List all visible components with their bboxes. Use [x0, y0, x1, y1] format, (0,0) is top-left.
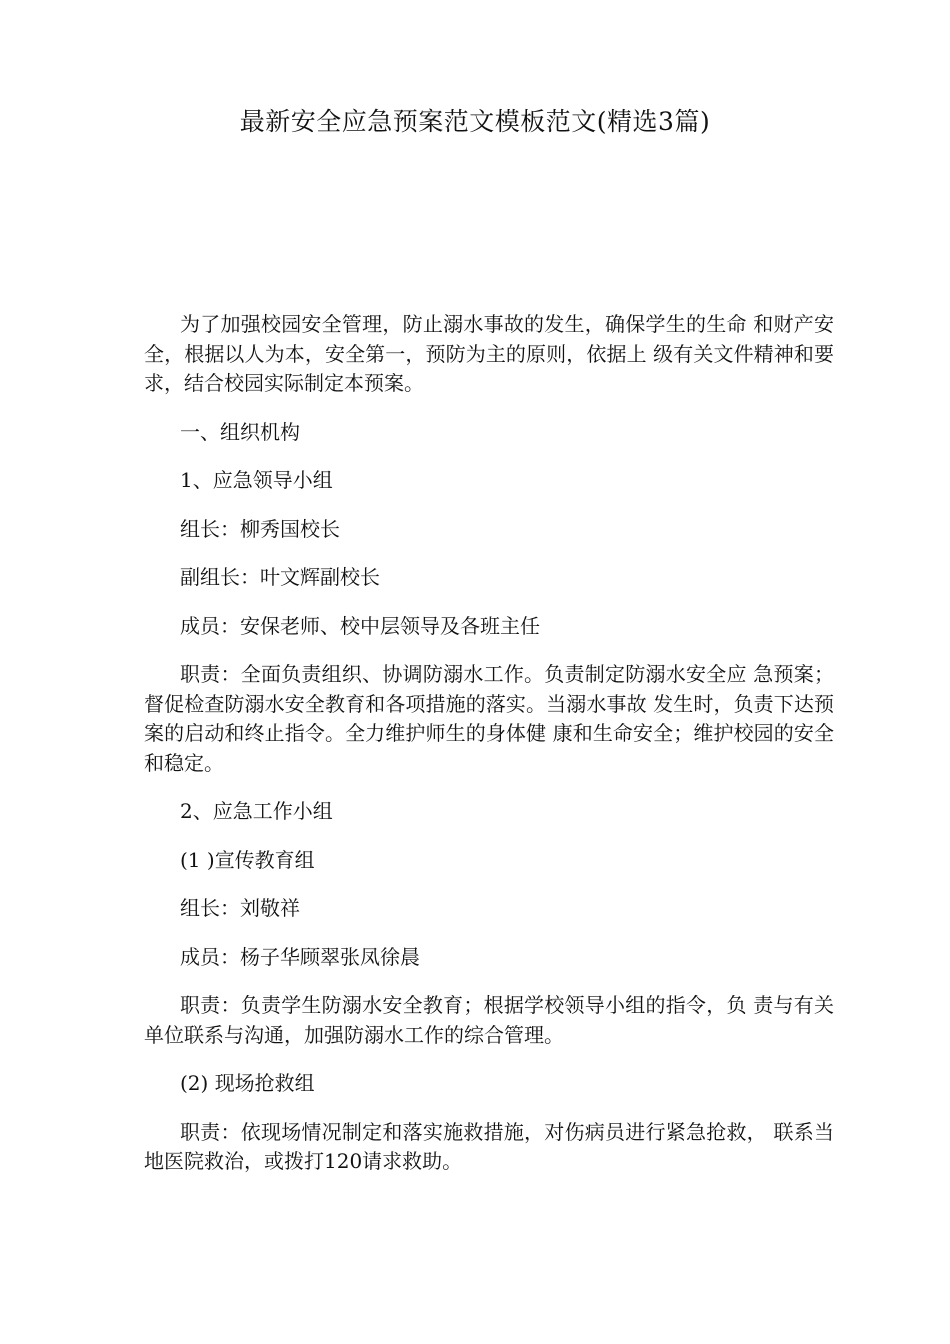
duties-paragraph-rescue: 职责：依现场情况制定和落实施救措施，对伤病员进行紧急抢救， 联系当地医院救治，或拨打120请求救助。 [144, 1119, 834, 1173]
document-body [144, 310, 834, 1196]
team-heading-publicity: (1 )宣传教育组 [180, 847, 315, 872]
document-title: 最新安全应急预案范文模板范文(精选3篇) [239, 107, 711, 136]
subsection-heading-work-group: 2、应急工作小组 [180, 799, 333, 823]
duties-paragraph-leadership: 职责：全面负责组织、协调防溺水工作。负责制定防溺水安全应 急预案；督促检查防溺水安全教育和各项措施的落实。当溺水事故 发生时，负责下达预案的启动和终止指令。全力维护师生的身体健 康和生命安全；维护校园的安全和稳定。 [144, 662, 834, 775]
duties-paragraph-publicity: 职责：负责学生防溺水安全教育；根据学校领导小组的指令，负 责与有关单位联系与沟通，加强防溺水工作的综合管理。 [144, 993, 834, 1047]
subsection-heading-leadership-group: 1、应急领导小组 [180, 468, 333, 492]
team-members-line: 成员：杨子华顾翠张凤徐晨 [180, 944, 420, 969]
team-heading-rescue: (2) 现场抢救组 [180, 1071, 315, 1095]
members-line: 成员：安保老师、校中层领导及各班主任 [180, 613, 540, 638]
section-heading-organization: 一、组织机构 [180, 419, 300, 444]
deputy-leader-line: 副组长：叶文辉副校长 [180, 565, 380, 589]
intro-paragraph: 为了加强校园安全管理，防止溺水事故的发生，确保学生的生命 和财产安全，根据以人为本，安全第一，预防为主的原则，依据上 级有关文件精神和要求，结合校园实际制定本预案。 [144, 312, 834, 395]
team-leader-line: 组长：刘敬祥 [180, 896, 300, 920]
leader-line: 组长：柳秀国校长 [180, 516, 340, 541]
